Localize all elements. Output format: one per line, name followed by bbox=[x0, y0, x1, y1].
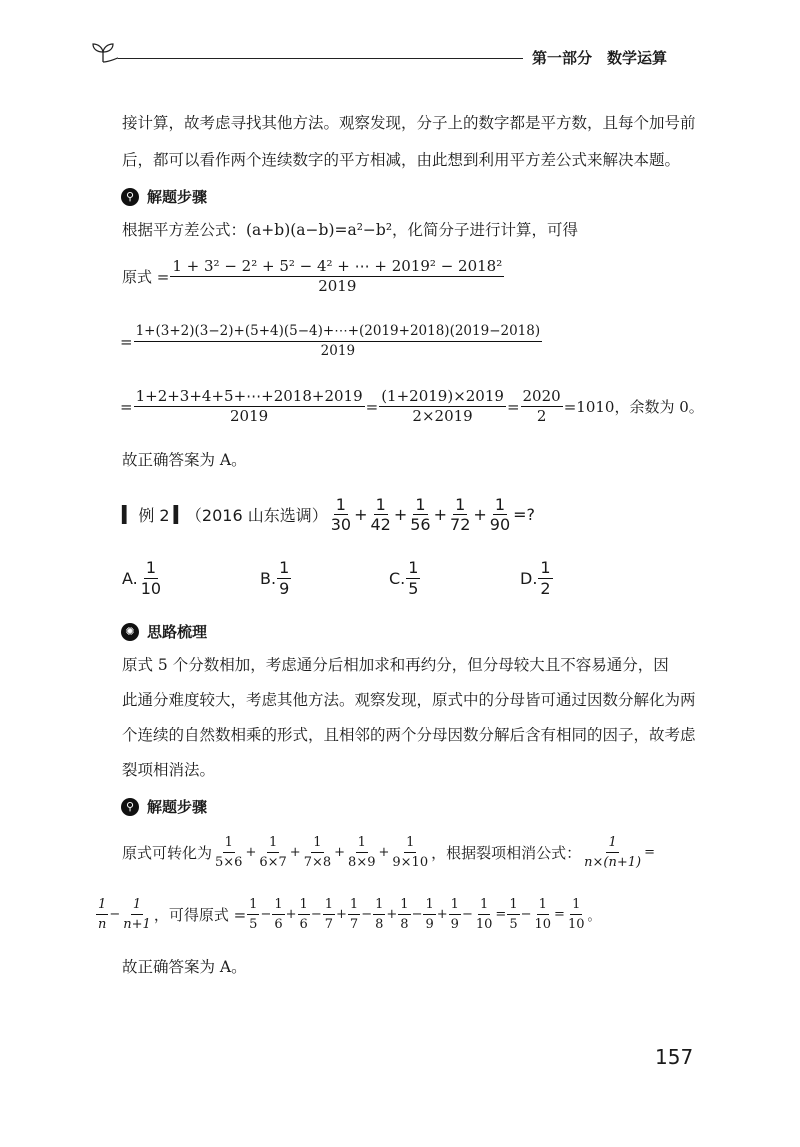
numerator: 1 bbox=[408, 558, 419, 577]
plus-sign: + bbox=[473, 505, 487, 524]
option-c[interactable] bbox=[389, 558, 421, 599]
numerator: 1 bbox=[398, 895, 410, 915]
bracket-left: ▍ bbox=[122, 505, 135, 524]
minus-sign: − bbox=[520, 907, 532, 922]
seq-term bbox=[348, 895, 360, 934]
denominator: 6×7 bbox=[259, 855, 287, 870]
fraction-1 bbox=[170, 257, 504, 296]
seq-term bbox=[272, 895, 284, 934]
equals-sign: = bbox=[365, 397, 379, 416]
thinking-line-4: 裂项相消法。 bbox=[122, 761, 216, 779]
key-icon: ⚲ bbox=[121, 798, 139, 816]
fraction-numerator: 1+(3+2)(3−2)+(5+4)(5−4)+⋯+(2019+2018)(2019−2018) bbox=[134, 322, 543, 342]
fraction-numerator: 2020 bbox=[522, 387, 561, 405]
lightbulb-icon: ✺ bbox=[121, 623, 139, 641]
numerator: 1 bbox=[145, 558, 157, 577]
section-title: 第一部分 数学运算 bbox=[532, 49, 668, 67]
minus-sign: − bbox=[310, 907, 322, 922]
numerator: 1 bbox=[131, 895, 143, 915]
numerator: 1 bbox=[323, 895, 335, 915]
example-2-question bbox=[122, 495, 535, 534]
denominator: 10 bbox=[140, 579, 162, 598]
thinking-line-3: 个连续的自然数相乘的形式，且相邻的两个分母因数分解后含有相同的因子，故考虑 bbox=[122, 726, 696, 744]
difference-of-squares-text: 根据平方差公式：(a+b)(a−b)=a²−b²，化简分子进行计算，可得 bbox=[122, 221, 579, 239]
formula-term-a bbox=[96, 895, 108, 934]
plus-sign: + bbox=[334, 845, 346, 860]
denominator: 5×6 bbox=[215, 855, 243, 870]
denominator: 6 bbox=[274, 917, 283, 932]
question-term-3 bbox=[408, 495, 432, 534]
equals-sign: = bbox=[495, 907, 507, 922]
term bbox=[346, 833, 377, 872]
seq-term bbox=[474, 895, 495, 934]
heading-text: 解题步骤 bbox=[147, 188, 208, 206]
plus-sign: + bbox=[354, 505, 368, 524]
numerator: 1 bbox=[415, 495, 426, 514]
denominator: 9 bbox=[279, 579, 290, 598]
denominator: 7×8 bbox=[303, 855, 332, 870]
numerator: 1 bbox=[606, 833, 618, 853]
fraction-2 bbox=[134, 322, 543, 361]
option-d[interactable] bbox=[520, 558, 554, 599]
page-number: 157 bbox=[655, 1045, 694, 1069]
final-term bbox=[507, 895, 519, 934]
header-rule bbox=[118, 58, 523, 59]
numerator: 1 bbox=[537, 895, 549, 915]
option-b[interactable] bbox=[260, 558, 292, 599]
numerator: 1 bbox=[311, 833, 323, 853]
numerator: 1 bbox=[540, 558, 551, 577]
term bbox=[390, 833, 430, 872]
question-term-4 bbox=[448, 495, 472, 534]
equals-sign: = bbox=[120, 332, 133, 351]
heading-text: 思路梳理 bbox=[147, 623, 208, 641]
plus-sign: + bbox=[436, 907, 448, 922]
fraction-4 bbox=[379, 387, 506, 426]
period: 。 bbox=[587, 909, 601, 924]
numerator: 1 bbox=[375, 495, 386, 514]
heading-text: 解题步骤 bbox=[147, 798, 208, 816]
minus-sign: − bbox=[361, 907, 373, 922]
minus-sign: − bbox=[461, 907, 473, 922]
question-term-5 bbox=[488, 495, 512, 534]
telescoping-line bbox=[95, 895, 601, 934]
numerator: 1 bbox=[570, 895, 582, 915]
thinking-heading bbox=[121, 621, 207, 642]
formula-term-b bbox=[121, 895, 153, 934]
denominator: 56 bbox=[410, 515, 431, 534]
intro-line-2: 后，都可以看作两个连续数字的平方相减，由此想到利用平方差公式来解决本题。 bbox=[122, 151, 681, 169]
question-term-2 bbox=[368, 495, 392, 534]
denominator: 8 bbox=[375, 917, 384, 932]
fraction-numerator: 1 + 3² − 2² + 5² − 4² + ⋯ + 2019² − 2018² bbox=[172, 257, 503, 275]
answer-text-2: 故正确答案为 A。 bbox=[122, 958, 247, 976]
denominator: n bbox=[98, 917, 107, 932]
denominator: 10 bbox=[475, 917, 493, 932]
numerator: 1 bbox=[423, 895, 435, 915]
numerator: 1 bbox=[404, 833, 416, 853]
expression-label: 原式 = bbox=[122, 268, 170, 286]
expression-line-3 bbox=[120, 387, 704, 426]
denominator: 6 bbox=[299, 917, 308, 932]
term bbox=[213, 833, 244, 872]
option-fraction bbox=[406, 558, 420, 599]
bracket-right: ▍ bbox=[173, 505, 186, 524]
numerator: 1 bbox=[348, 895, 360, 915]
seq-term bbox=[373, 895, 385, 934]
option-fraction bbox=[538, 558, 552, 599]
denominator: 9×10 bbox=[392, 855, 429, 870]
solution-steps-heading-2 bbox=[121, 796, 207, 817]
plus-sign: + bbox=[289, 845, 301, 860]
denominator: 10 bbox=[567, 917, 585, 932]
key-icon: ⚲ bbox=[121, 188, 139, 206]
denominator: 30 bbox=[330, 515, 352, 534]
numerator: 1 bbox=[335, 495, 346, 514]
seq-term bbox=[298, 895, 310, 934]
equals-sign: = bbox=[506, 397, 520, 416]
option-letter: B. bbox=[260, 569, 277, 588]
intro-line-1: 接计算，故考虑寻找其他方法。观察发现，分子上的数字都是平方数，且每个加号前 bbox=[122, 114, 696, 132]
denominator: 7 bbox=[349, 917, 359, 932]
line2-text: ，可得原式 = bbox=[153, 906, 247, 924]
example-source: （2016 山东选调） bbox=[185, 506, 328, 525]
fraction-3 bbox=[134, 387, 365, 426]
fraction-denominator: 2019 bbox=[318, 277, 357, 295]
term bbox=[302, 833, 333, 872]
seq-term bbox=[323, 895, 335, 934]
question-tail: =? bbox=[513, 505, 536, 524]
lead-text: 原式可转化为 bbox=[122, 844, 213, 862]
numerator: 1 bbox=[373, 895, 385, 915]
numerator: 1 bbox=[279, 558, 290, 577]
numerator: 1 bbox=[449, 895, 461, 915]
thinking-line-2: 此通分难度较大，考虑其他方法。观察发现，原式中的分母皆可通过因数分解化为两 bbox=[122, 691, 696, 709]
numerator: 1 bbox=[455, 495, 466, 514]
result-text: =1010，余数为 0。 bbox=[563, 398, 704, 416]
fraction-5 bbox=[521, 387, 563, 426]
fraction-denominator: 2×2019 bbox=[412, 407, 473, 425]
fraction-denominator: 2 bbox=[536, 407, 547, 425]
option-letter: D. bbox=[520, 569, 538, 588]
thinking-line-1: 原式 5 个分数相加，考虑通分后相加求和再约分，但分母较大且不容易通分，因 bbox=[122, 656, 669, 674]
numerator: 1 bbox=[494, 495, 506, 514]
answer-text-1: 故正确答案为 A。 bbox=[122, 451, 247, 469]
sprout-logo-icon bbox=[88, 40, 118, 64]
minus-sign: − bbox=[109, 907, 121, 922]
minus-sign: − bbox=[260, 907, 272, 922]
question-term-1 bbox=[329, 495, 353, 534]
numerator: 1 bbox=[247, 895, 259, 915]
transform-line bbox=[122, 833, 655, 872]
minus-sign: − bbox=[411, 907, 423, 922]
numerator: 1 bbox=[478, 895, 490, 915]
denominator: 5 bbox=[249, 917, 258, 932]
seq-term bbox=[449, 895, 461, 934]
plus-sign: + bbox=[285, 907, 297, 922]
final-term bbox=[566, 895, 587, 934]
fraction-denominator: 2019 bbox=[320, 343, 356, 359]
denominator: 8×9 bbox=[348, 855, 376, 870]
split-formula bbox=[582, 833, 643, 872]
denominator: 9 bbox=[425, 917, 434, 932]
numerator: 1 bbox=[272, 895, 284, 915]
plus-sign: + bbox=[433, 505, 448, 524]
equals-sign: = bbox=[644, 845, 655, 860]
fraction-numerator: (1+2019)×2019 bbox=[381, 387, 504, 405]
seq-term bbox=[398, 895, 410, 934]
equals-sign: = bbox=[120, 397, 133, 416]
denominator: 2 bbox=[540, 579, 551, 598]
numerator: 1 bbox=[267, 833, 279, 853]
denominator: 8 bbox=[400, 917, 409, 932]
example-label: 例 2 bbox=[138, 506, 170, 525]
denominator: 90 bbox=[489, 515, 511, 534]
denominator: 72 bbox=[450, 515, 471, 534]
fraction-denominator: 2019 bbox=[230, 407, 269, 425]
plus-sign: + bbox=[393, 505, 408, 524]
denominator: 5 bbox=[408, 579, 419, 598]
plus-sign: + bbox=[378, 845, 390, 860]
equals-sign: = bbox=[554, 907, 565, 922]
denominator: 5 bbox=[509, 917, 518, 932]
final-term bbox=[533, 895, 554, 934]
fraction-numerator: 1+2+3+4+5+⋯+2018+2019 bbox=[135, 387, 363, 405]
plus-sign: + bbox=[386, 907, 398, 922]
numerator: 1 bbox=[96, 895, 108, 915]
denominator: 42 bbox=[370, 515, 391, 534]
option-fraction bbox=[277, 558, 291, 599]
option-a[interactable] bbox=[122, 558, 164, 599]
option-letter: A. bbox=[122, 569, 138, 588]
numerator: 1 bbox=[356, 833, 368, 853]
solution-steps-heading-1 bbox=[121, 186, 207, 207]
mid-text: ，根据裂项相消公式： bbox=[431, 844, 582, 862]
term bbox=[257, 833, 288, 872]
denominator: n×(n+1) bbox=[584, 855, 642, 870]
option-letter: C. bbox=[389, 569, 406, 588]
seq-term bbox=[423, 895, 435, 934]
numerator: 1 bbox=[298, 895, 310, 915]
denominator: n+1 bbox=[123, 917, 151, 932]
denominator: 9 bbox=[450, 917, 459, 932]
plus-sign: + bbox=[336, 907, 347, 922]
plus-sign: + bbox=[245, 845, 257, 860]
denominator: 10 bbox=[534, 917, 552, 932]
expression-line-1 bbox=[122, 257, 505, 296]
seq-term bbox=[247, 895, 259, 934]
expression-line-2 bbox=[120, 322, 543, 361]
numerator: 1 bbox=[223, 833, 235, 853]
numerator: 1 bbox=[507, 895, 519, 915]
option-fraction bbox=[139, 558, 163, 599]
denominator: 7 bbox=[324, 917, 334, 932]
